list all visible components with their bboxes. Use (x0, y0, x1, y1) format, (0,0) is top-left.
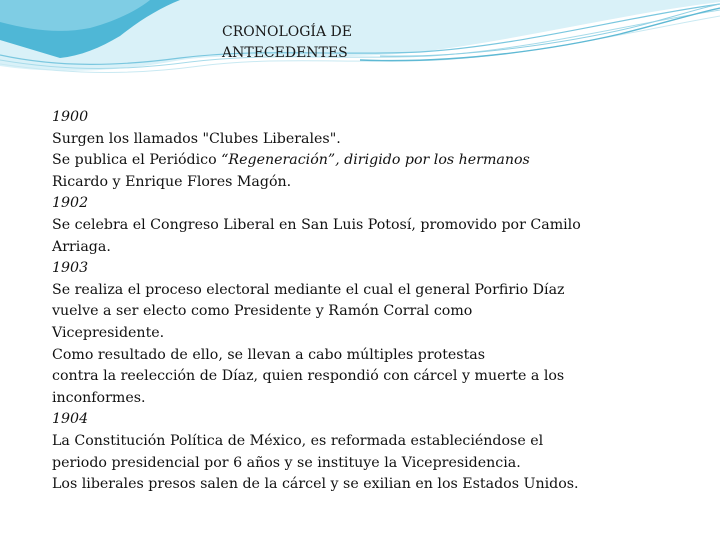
page-title: CRONOLOGÍA DE ANTECEDENTES (222, 24, 352, 61)
text-line: vuelve a ser electo como Presidente y Ramón Corral como (52, 303, 473, 320)
year-heading: 1900 (52, 109, 89, 125)
year-heading: 1904 (52, 411, 89, 428)
text-line: Arriaga. (52, 238, 111, 255)
text-line: contra la reelección de Díaz, quien respondió con cárcel y muerte a los (52, 368, 565, 385)
text-line: periodo presidencial por 6 años y se instituye la Vicepresidencia. (52, 454, 521, 471)
text-span: Se publica el Periódico (52, 152, 222, 169)
text-line (52, 150, 652, 172)
text-line: Como resultado de ello, se llevan a cabo múltiples protestas (52, 346, 486, 363)
text-line: Se celebra el Congreso Liberal en San Luis Potosí, promovido por Camilo (52, 216, 581, 233)
text-line: Surgen los llamados "Clubes Liberales". (52, 130, 341, 147)
text-line: La Constitución Política de México, es reformada estableciéndose el (52, 432, 544, 449)
text-line: Vicepresidente. (52, 324, 165, 341)
text-line: Los liberales presos salen de la cárcel y se exilian en los Estados Unidos. (52, 476, 579, 493)
text-line: inconformes. (52, 389, 146, 406)
text-line: Ricardo y Enrique Flores Magón. (52, 173, 292, 190)
wave-header-decoration (0, 0, 720, 90)
italic-text-span: “Regeneración”, dirigido por los hermanos (221, 152, 530, 169)
year-heading: 1902 (52, 195, 89, 212)
year-heading: 1903 (52, 260, 89, 277)
chronology-body (52, 107, 652, 496)
text-line: Se realiza el proceso electoral mediante el cual el general Porfirio Díaz (52, 281, 565, 298)
